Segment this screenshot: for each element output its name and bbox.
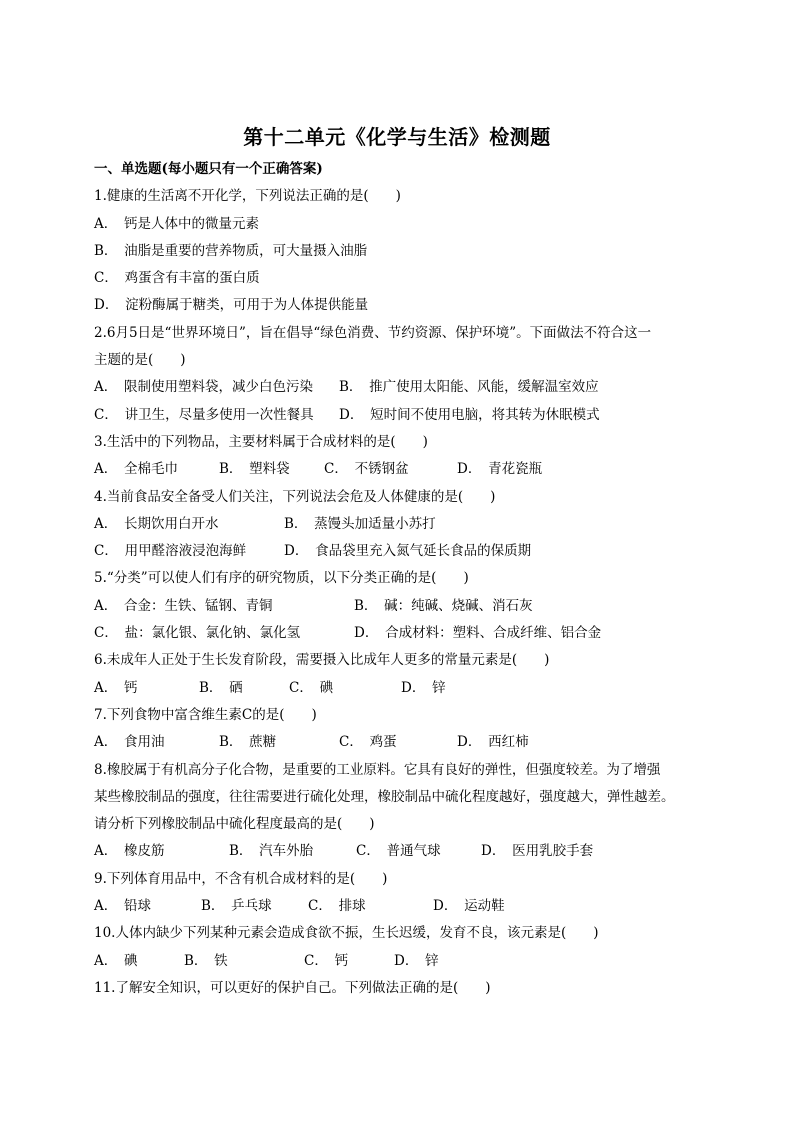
option-item: B． 蔗糖	[219, 734, 277, 751]
option-item: D． 运动鞋	[433, 898, 505, 915]
option-item: C． 盐：氯化银、氯化钠、氯化氢	[94, 625, 301, 642]
question-stem: 4.当前食品安全备受人们关注，下列说法会危及人体健康的是( )	[94, 488, 496, 505]
option-item: B． 硒	[199, 679, 243, 696]
option-item: D． 合成材料：塑料、合成纤维、铝合金	[354, 625, 602, 642]
option-row	[94, 948, 734, 975]
option-item: B． 汽车外胎	[229, 843, 314, 860]
option-item: A． 食用油	[94, 734, 165, 751]
option-item: C． 鸡蛋含有丰富的蛋白质	[94, 270, 260, 287]
option-row	[94, 675, 734, 702]
option-item: A． 橡皮筋	[94, 843, 165, 860]
question-stem: 6.未成年人正处于生长发育阶段，需要摄入比成年人更多的常量元素是( )	[94, 652, 550, 669]
question-stem: 5.“分类”可以使人们有序的研究物质，以下分类正确的是( )	[94, 570, 469, 587]
option-row	[94, 511, 734, 538]
question-list	[94, 156, 734, 1002]
option-item: B． 塑料袋	[219, 461, 290, 478]
question-stem: 10.人体内缺少下列某种元素会造成食欲不振，生长迟缓，发育不良，该元素是( )	[94, 925, 599, 942]
option-row	[94, 593, 734, 620]
question-stem: 某些橡胶制品的强度，往往需要进行硫化处理，橡胶制品中硫化程度越好，强度越大，弹性越差。	[94, 788, 675, 805]
question-stem: 主题的是( )	[94, 352, 186, 369]
option-item: D． 食品袋里充入氮气延长食品的保质期	[284, 543, 532, 560]
option-item: C． 钙	[304, 952, 349, 969]
option-row	[94, 211, 734, 238]
option-item: D． 青花瓷瓶	[457, 461, 543, 478]
option-item: A． 长期饮用白开水	[94, 515, 219, 532]
option-row	[94, 893, 734, 920]
question-stem: 9.下列体育用品中，不含有机合成材料的是( )	[94, 870, 388, 887]
option-item: B． 油脂是重要的营养物质，可大量摄入油脂	[94, 242, 368, 259]
question-stem: 1.健康的生活离不开化学，下列说法正确的是( )	[94, 188, 401, 205]
option-item: B． 碱：纯碱、烧碱、消石灰	[354, 597, 533, 614]
option-item: D． 医用乳胶手套	[481, 843, 594, 860]
option-item: C． 碘	[289, 679, 334, 696]
option-item: C． 排球	[308, 898, 366, 915]
option-row	[94, 456, 734, 483]
option-item: C． 普通气球	[356, 843, 441, 860]
option-row	[94, 729, 734, 756]
option-row	[94, 838, 734, 865]
option-row	[94, 238, 734, 265]
option-item: A． 钙	[94, 679, 138, 696]
option-item: C． 鸡蛋	[339, 734, 397, 751]
option-item: A． 合金：生铁、锰钢、青铜	[94, 597, 273, 614]
option-item: B． 乒乓球	[201, 898, 272, 915]
option-item: D． 短时间不使用电脑，将其转为休眠模式	[339, 406, 600, 423]
option-item: A． 限制使用塑料袋，减少白色污染	[94, 379, 313, 396]
question-stem: 3.生活中的下列物品，主要材料属于合成材料的是( )	[94, 433, 428, 450]
option-item: D． 锌	[401, 679, 446, 696]
option-item: B． 铁	[184, 952, 228, 969]
option-item: C． 用甲醛溶液浸泡海鲜	[94, 543, 247, 560]
question-stem: 8.橡胶属于有机高分子化合物，是重要的工业原料。它具有良好的弹性，但强度较差。为了增强	[94, 761, 661, 778]
option-item: C． 不锈钢盆	[324, 461, 409, 478]
option-item: A． 钙是人体中的微量元素	[94, 215, 259, 232]
option-item: D． 锌	[394, 952, 439, 969]
question-stem: 请分析下列橡胶制品中硫化程度最高的是( )	[94, 816, 375, 833]
section-heading: 一、单选题(每小题只有一个正确答案)	[94, 161, 323, 177]
option-item: D． 西红柿	[457, 734, 529, 751]
option-item: B． 推广使用太阳能、风能，缓解温室效应	[339, 379, 599, 396]
option-row	[94, 292, 734, 319]
question-stem: 11.了解安全知识，可以更好的保护自己。下列做法正确的是( )	[94, 979, 491, 996]
question-stem: 2.6月5日是“世界环境日”，旨在倡导“绿色消费、节约资源、保护环境”。下面做法不符合这一	[94, 324, 652, 341]
option-item: A． 全棉毛巾	[94, 461, 178, 478]
option-row	[94, 402, 734, 429]
option-item: A． 碘	[94, 952, 138, 969]
option-item: C． 讲卫生，尽量多使用一次性餐具	[94, 406, 314, 423]
option-item: B． 蒸馒头加适量小苏打	[284, 515, 436, 532]
option-item: D． 淀粉酶属于糖类，可用于为人体提供能量	[94, 297, 369, 314]
option-item: A． 铅球	[94, 898, 151, 915]
question-stem: 7.下列食物中富含维生素C的是( )	[94, 706, 317, 723]
option-row	[94, 538, 734, 565]
page-title: 第十二单元《化学与生活》检测题	[243, 125, 551, 149]
option-row	[94, 374, 734, 401]
option-row	[94, 620, 734, 647]
option-row	[94, 265, 734, 292]
